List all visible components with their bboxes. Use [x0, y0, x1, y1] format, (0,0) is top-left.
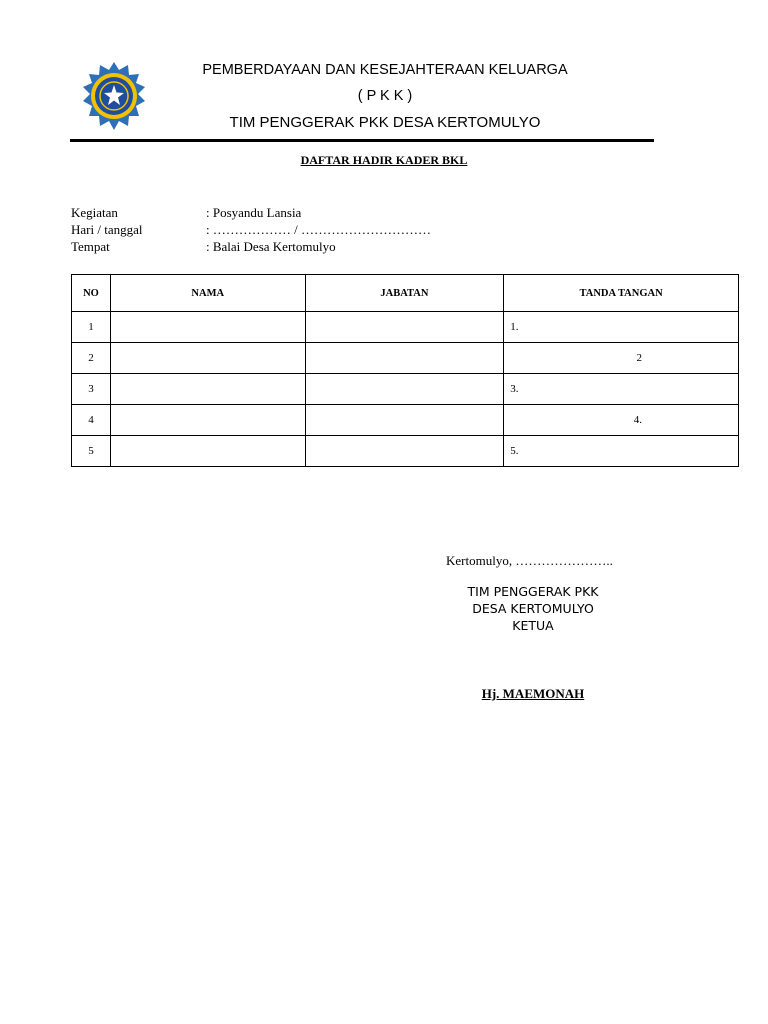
header-nama: NAMA [110, 275, 305, 312]
row-nama [110, 312, 305, 343]
table-row [72, 374, 739, 405]
org-team-line: TIM PENGGERAK PKK DESA KERTOMULYO [229, 114, 541, 131]
table-row [72, 436, 739, 467]
row-tanda-tangan: 1. [504, 312, 739, 343]
row-jabatan [305, 405, 504, 436]
row-no: 1 [72, 312, 111, 343]
info-label: Hari / tanggal [71, 222, 143, 237]
signature-village-line: DESA KERTOMULYO [472, 601, 594, 616]
info-value: : Posyandu Lansia [206, 205, 302, 220]
row-tanda-tangan: 3. [504, 374, 739, 405]
org-abbreviation: ( P K K ) [357, 88, 413, 104]
row-nama [110, 374, 305, 405]
info-value: : Balai Desa Kertomulyo [206, 239, 336, 254]
row-jabatan [305, 343, 504, 374]
row-no: 4 [72, 405, 111, 436]
header-tanda-tangan: TANDA TANGAN [504, 275, 739, 312]
row-jabatan [305, 312, 504, 343]
table-row [72, 312, 739, 343]
table-row [72, 405, 739, 436]
row-no: 3 [72, 374, 111, 405]
row-jabatan [305, 374, 504, 405]
document-title: DAFTAR HADIR KADER BKL [300, 153, 468, 167]
header-no: NO [72, 275, 111, 312]
row-tanda-tangan: 5. [504, 436, 739, 467]
info-label: Kegiatan [71, 205, 118, 220]
signature-role: KETUA [512, 618, 554, 633]
row-no: 2 [72, 343, 111, 374]
table-row [72, 343, 739, 374]
signer-name: Hj. MAEMONAH [481, 686, 585, 701]
row-tanda-tangan: 4. [504, 405, 739, 436]
org-name-line: PEMBERDAYAAN DAN KESEJAHTERAAN KELUARGA [202, 62, 568, 78]
row-jabatan [305, 436, 504, 467]
attendance-table [71, 274, 739, 467]
info-value: : ……………… / ………………………… [206, 222, 431, 237]
info-label: Tempat [71, 239, 110, 254]
row-nama [110, 436, 305, 467]
pkk-emblem-icon [78, 60, 150, 132]
row-no: 5 [72, 436, 111, 467]
header-divider [70, 139, 654, 142]
table-header-row [72, 275, 739, 312]
place-date: Kertomulyo, ………………….. [446, 553, 613, 568]
row-tanda-tangan: 2 [504, 343, 739, 374]
signature-org-line: TIM PENGGERAK PKK [467, 584, 599, 599]
header-jabatan: JABATAN [305, 275, 504, 312]
row-nama [110, 405, 305, 436]
row-nama [110, 343, 305, 374]
